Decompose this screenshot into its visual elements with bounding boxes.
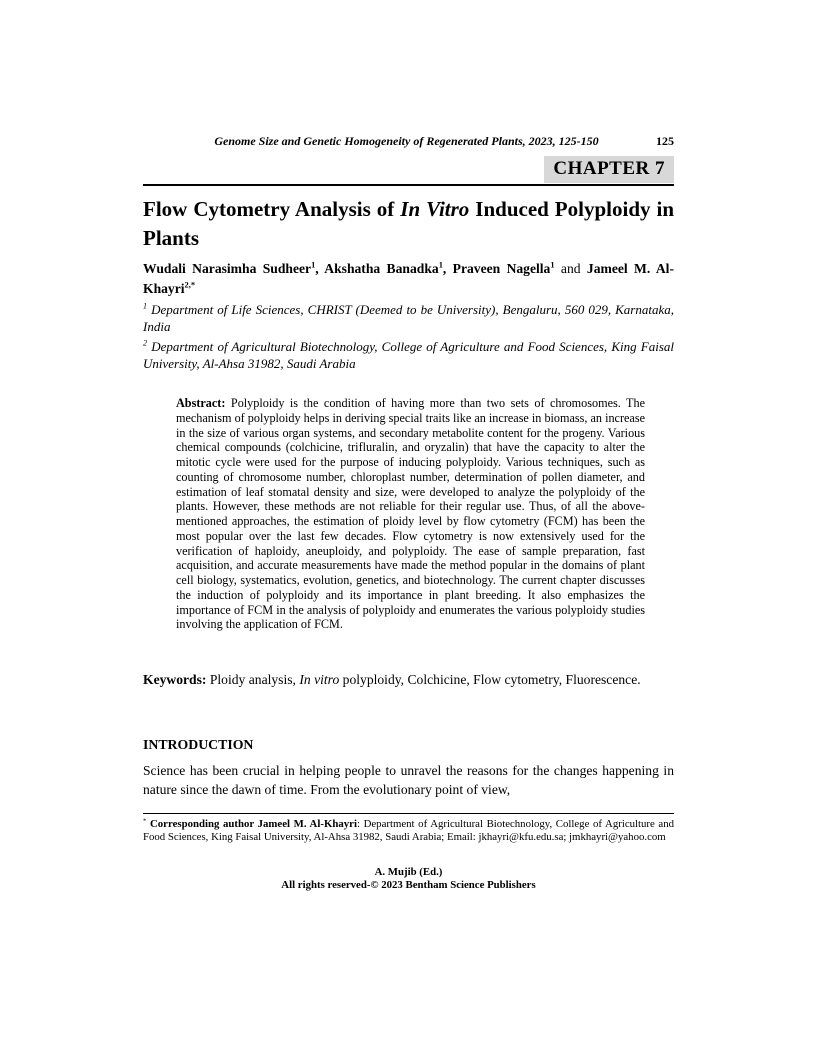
affiliation-marker: 1 xyxy=(143,301,148,311)
author-affiliation-mark: 1 xyxy=(550,259,555,270)
chapter-title xyxy=(143,195,674,253)
affiliation-item xyxy=(143,339,674,372)
author-name: Wudali Narasimha Sudheer xyxy=(143,261,312,276)
keywords-line xyxy=(143,671,674,690)
footnote-text: : Department of Agricultural Biotechnology, College of Agriculture and Food Sciences, King Faisal University, Al-Ahsa 31982, Saudi Arabia; Email: jkhayri@kfu.edu.sa; jmkhayri@yahoo.com xyxy=(143,818,675,843)
running-title: Genome Size and Genetic Homogeneity of Regenerated Plants, 2023, 125-150 xyxy=(214,134,599,148)
affiliation-marker: 2 xyxy=(143,338,148,348)
chapter-row xyxy=(143,156,674,183)
header-rule xyxy=(143,184,674,186)
editor-line: A. Mujib (Ed.) xyxy=(374,866,443,878)
chapter-badge: CHAPTER 7 xyxy=(544,156,674,183)
author-name: Praveen Nagella xyxy=(452,261,551,276)
footnote-marker: * xyxy=(143,817,147,825)
affiliation-text: Department of Life Sciences, CHRIST (Deemed to be University), Bengaluru, 560 029, Karnataka, India xyxy=(143,302,674,334)
abstract-block xyxy=(176,396,645,632)
authors-line xyxy=(143,259,674,299)
author-separator: , xyxy=(442,261,453,276)
abstract-text: Polyploidy is the condition of having more than two sets of chromosomes. The mechanism of polyploidy helps in deriving special traits like an increase in biomass, an increase in the size of various organ systems, and secondary metabolite content for the progeny. Various chemical compounds (colchicine, trifluralin, and oryzalin) that have the capacity to alter the mitotic cycle were used for the purpose of inducing polyploidy. Various techniques, such as counting of chromosome number, chloroplast number, determination of pollen diameter, and estimation of leaf stomatal density and size, were developed to analyze the polyploidy of the plants. However, these methods are not reliable for their regular use. Thus, of all the above-mentioned approaches, the estimation of ploidy level by flow cytometry (FCM) has been the most popular over the last few decades. Flow cytometry is now extensively used for the verification of haploidy, aneuploidy, and polyploidy. The ease of sample preparation, fast acquisition, and accurate measurements have made the method popular in the domains of plant cell biology, systematics, evolution, genetics, and biotechnology. The current chapter discusses the induction of polyploidy and its importance in plant breeding. It also emphasizes the importance of FCM in the analysis of polyploidy and enumerates the various polyploidy studies involving the application of FCM. xyxy=(176,396,645,632)
keywords-part2: polyploidy, Colchicine, Flow cytometry, Fluorescence. xyxy=(339,672,641,687)
chapter-title-part2: Induced Polyploidy in Plants xyxy=(143,197,674,250)
author-conjunction: and xyxy=(554,261,587,276)
introduction-paragraph: Science has been crucial in helping people to unravel the reasons for the changes happening in nature since the dawn of time. From the evolutionary point of view, xyxy=(143,763,674,797)
author-name: Jameel M. Al-Khayri xyxy=(143,261,674,296)
author-affiliation-mark: 1 xyxy=(311,259,316,270)
affiliation-text: Department of Agricultural Biotechnology, College of Agriculture and Food Sciences, King Faisal University, Al-Ahsa 31982, Saudi Arabia xyxy=(143,339,674,371)
affiliation-item xyxy=(143,302,674,335)
affiliations xyxy=(143,302,674,376)
running-header xyxy=(143,134,674,149)
author-affiliation-mark: 1 xyxy=(438,259,443,270)
chapter-title-part1: Flow Cytometry Analysis of xyxy=(143,197,401,221)
footnote-bold: Corresponding author Jameel M. Al-Khayri xyxy=(149,818,357,830)
keywords-part1: Ploidy analysis, xyxy=(206,672,300,687)
author-name: Akshatha Banadka xyxy=(324,261,439,276)
keywords-label: Keywords: xyxy=(143,672,207,687)
publisher-credit xyxy=(143,866,674,892)
author-affiliation-mark: 2,* xyxy=(184,279,196,290)
corresponding-author-footnote xyxy=(143,818,674,844)
author-separator: , xyxy=(315,261,325,276)
chapter-title-italic: In Vitro xyxy=(400,197,470,221)
footnote-rule xyxy=(143,813,674,814)
page-number: 125 xyxy=(656,134,674,148)
introduction-heading: INTRODUCTION xyxy=(143,737,254,752)
rights-line: All rights reserved-© 2023 Bentham Science Publishers xyxy=(281,878,536,891)
abstract-label: Abstract: xyxy=(176,396,226,410)
keywords-italic: In vitro xyxy=(299,672,340,687)
